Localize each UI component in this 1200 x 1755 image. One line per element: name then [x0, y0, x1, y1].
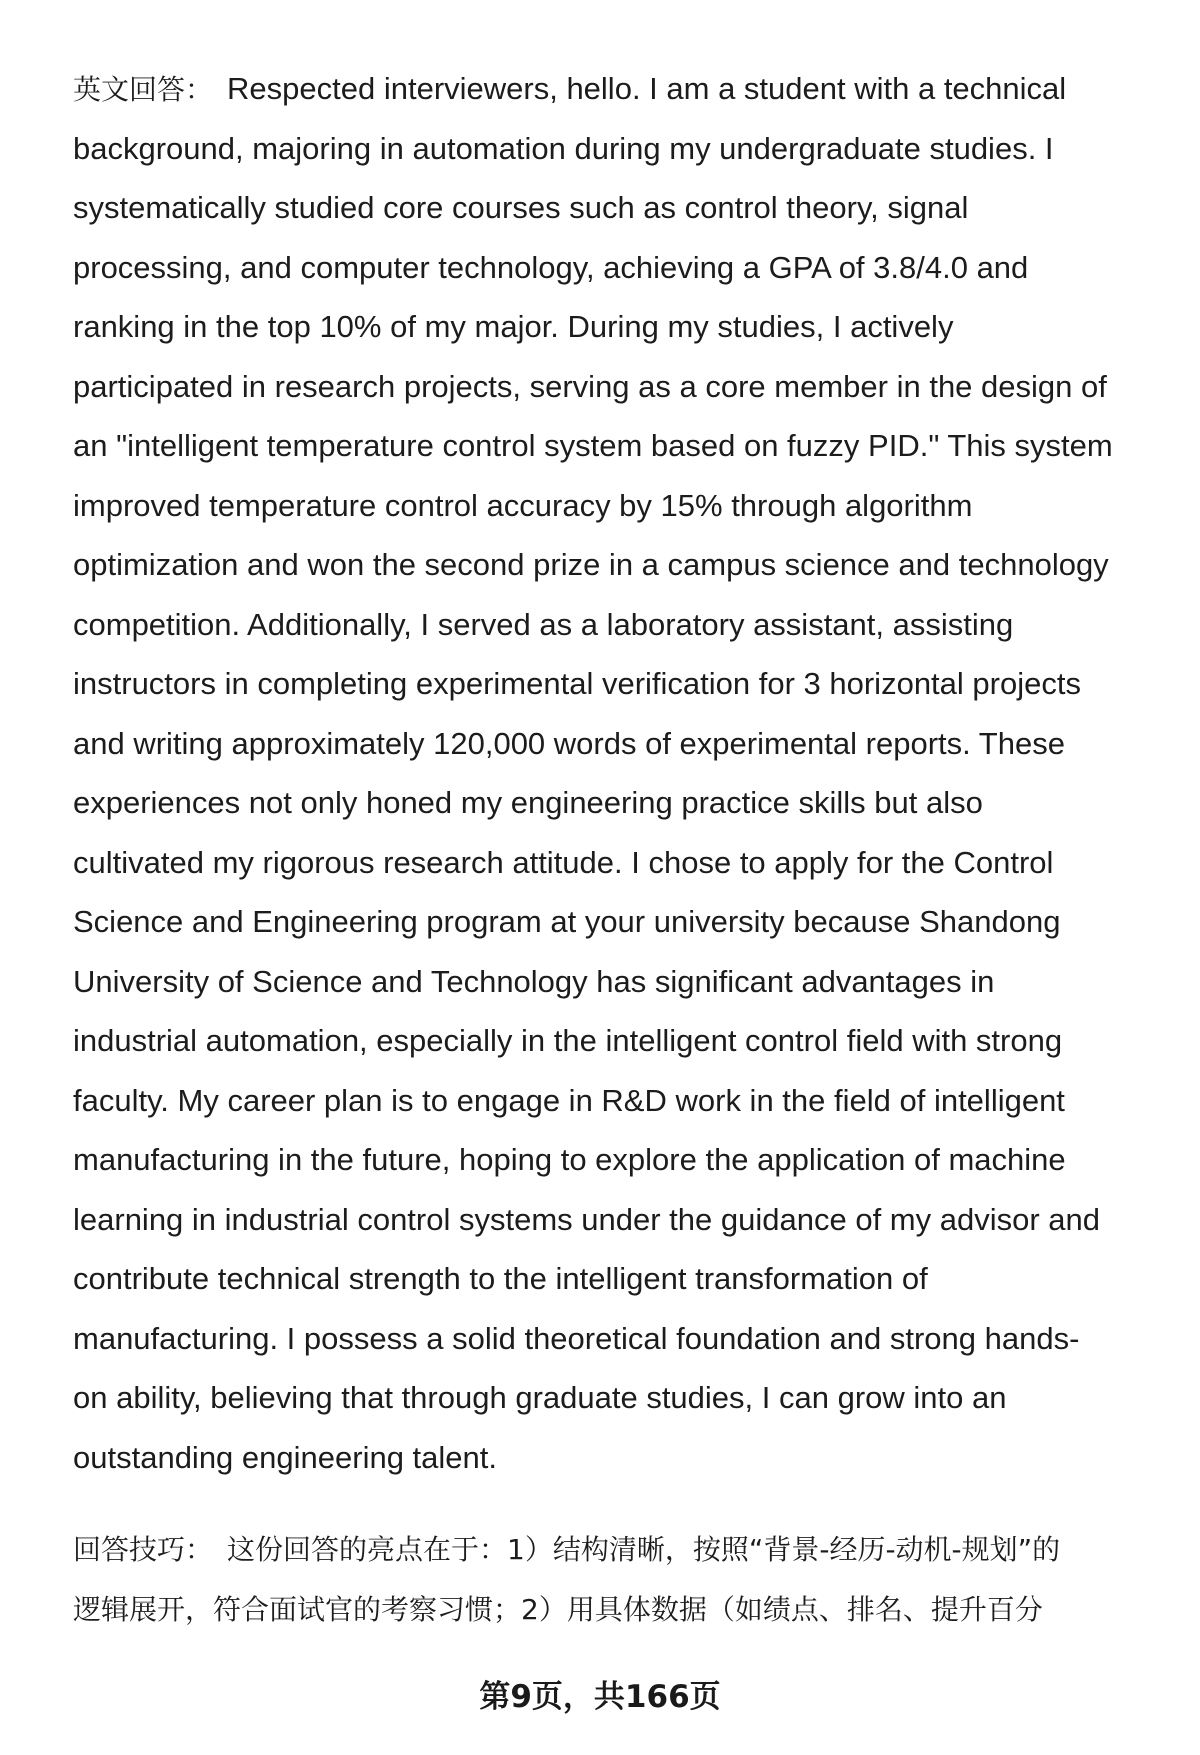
text-line: systematically studied core courses such as control theory, signal [73, 190, 969, 225]
text-line: outstanding engineering talent. [73, 1439, 497, 1475]
text-line: optimization and won the second prize in a campus science and technology [73, 547, 1109, 582]
text-line [73, 1520, 1173, 1580]
line-text: Respected interviewers, hello. I am a student with a technical [227, 71, 1067, 106]
text-line: Science and Engineering program at your university because Shandong [73, 904, 1061, 939]
text-line: University of Science and Technology has significant advantages in [73, 963, 995, 999]
line-text: 这份回答的亮点在于：1）结构清晰，按照“背景-经历-动机-规划”的 [227, 1533, 1061, 1566]
text-line: processing, and computer technology, achieving a GPA of 3.8/4.0 and [73, 249, 1029, 285]
text-line: improved temperature control accuracy by 15% through algorithm [73, 487, 973, 523]
text-line: 逻辑展开，符合面试官的考察习惯；2）用具体数据（如绩点、排名、提升百分 [73, 1592, 1043, 1626]
page-indicator: 第9页，共166页 [479, 1679, 721, 1715]
text-line: an "intelligent temperature control system based on fuzzy PID." This system [73, 428, 1113, 463]
text-line: contribute technical strength to the intelligent transformation of [73, 1261, 928, 1296]
text-line: competition. Additionally, I served as a laboratory assistant, assisting [73, 606, 1014, 642]
text-line: on ability, believing that through graduate studies, I can grow into an [73, 1380, 1007, 1415]
text-line: manufacturing in the future, hoping to explore the application of machine [73, 1142, 1066, 1177]
text-line [73, 59, 1173, 119]
text-line: cultivated my rigorous research attitude. I chose to apply for the Control [73, 844, 1054, 880]
text-line: faculty. My career plan is to engage in R&D work in the field of intelligent [73, 1082, 1065, 1118]
text-line: manufacturing. I possess a solid theoretical foundation and strong hands- [73, 1320, 1080, 1356]
answer-tips-label: 回答技巧： [73, 1533, 214, 1566]
page-content [73, 59, 1173, 1639]
english-answer-section [73, 59, 1173, 1487]
text-line: learning in industrial control systems under the guidance of my advisor and [73, 1201, 1100, 1237]
text-line: experiences not only honed my engineering practice skills but also [73, 785, 983, 820]
text-line: and writing approximately 120,000 words of experimental reports. These [73, 725, 1065, 761]
text-line: participated in research projects, serving as a core member in the design of [73, 368, 1107, 404]
text-line: ranking in the top 10% of my major. During my studies, I actively [73, 309, 954, 344]
answer-tips-section [73, 1520, 1173, 1639]
text-line: background, majoring in automation during my undergraduate studies. I [73, 130, 1054, 166]
english-answer-label: 英文回答： [73, 73, 214, 106]
text-line: instructors in completing experimental verification for 3 horizontal projects [73, 666, 1081, 701]
text-line: industrial automation, especially in the intelligent control field with strong [73, 1023, 1063, 1058]
